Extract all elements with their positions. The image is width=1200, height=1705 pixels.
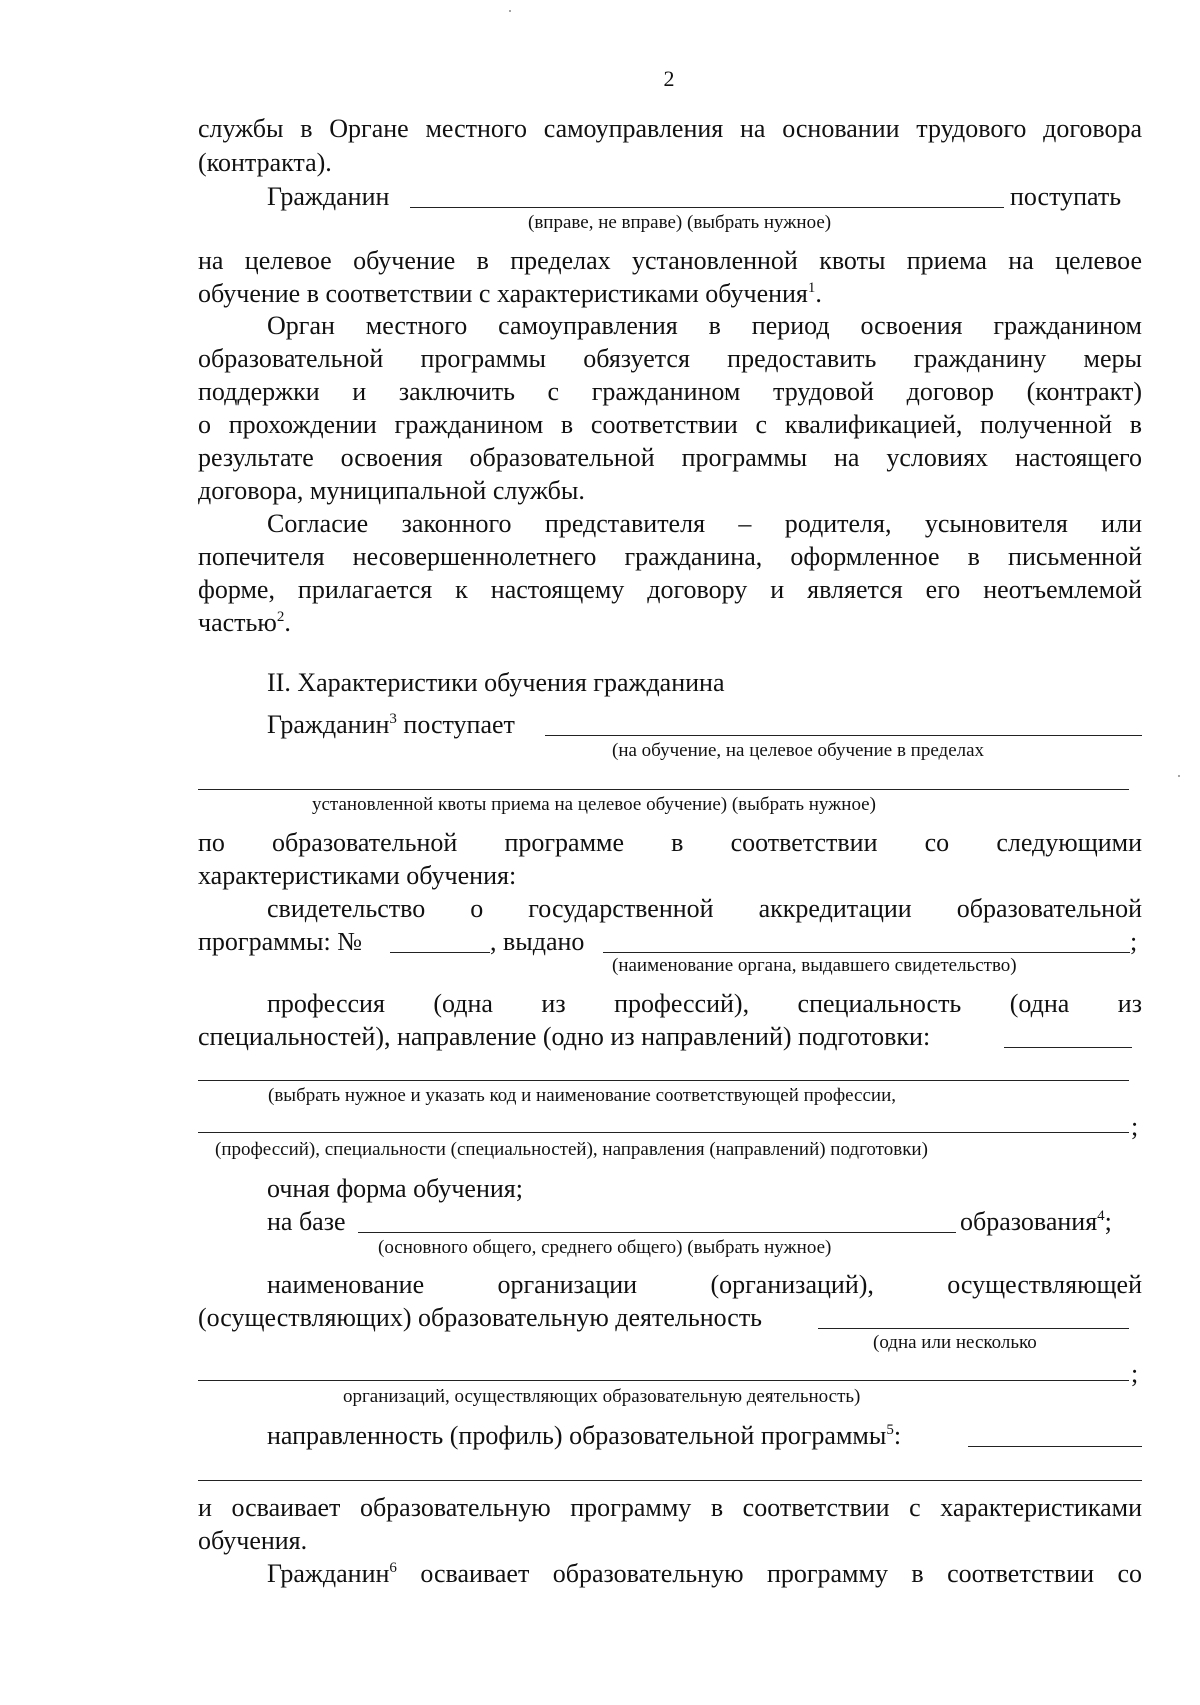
semicolon: ; xyxy=(1131,1112,1139,1141)
paragraph-line: (осуществляющих) образовательную деятельность xyxy=(198,1303,763,1332)
citizen-label: Гражданин xyxy=(267,182,390,211)
right-blank-line xyxy=(198,1080,1129,1081)
footnote-ref: 3 xyxy=(389,711,397,727)
right-caption: (наименование органа, выдавшего свидетельство) xyxy=(612,955,1017,976)
paragraph-line: (контракта). xyxy=(198,148,332,177)
enroll-label: поступать xyxy=(1010,182,1122,211)
paragraph-line xyxy=(960,1205,1112,1238)
right-blank-line xyxy=(198,1380,1129,1381)
right-blank-line xyxy=(390,952,490,953)
paragraph-line: характеристиками обучения: xyxy=(198,861,517,890)
paragraph-line: по образовательной программе в соответствии со следующими xyxy=(198,828,1142,857)
text: поступает xyxy=(396,710,515,739)
footnote-ref: 6 xyxy=(389,1560,397,1576)
paragraph-line: свидетельство о государственной аккредитации образовательной xyxy=(267,894,1142,923)
paragraph-line: программы: № xyxy=(198,927,363,956)
scan-speck xyxy=(509,10,511,12)
footnote-ref: 5 xyxy=(886,1422,894,1438)
paragraph-line: о прохождении гражданином в соответствии с квалификацией, полученной в xyxy=(198,410,1142,439)
paragraph-line: обучение в соответствии с характеристиками обучения$^1$. xyxy=(198,279,822,308)
paragraph-line: службы в Органе местного самоуправления на основании трудового договора xyxy=(198,114,1142,143)
paragraph-line: обучения. xyxy=(198,1526,308,1555)
paragraph-line: на базе xyxy=(267,1207,346,1236)
paragraph-line: попечителя несовершеннолетнего гражданина, оформленное в письменной xyxy=(198,542,1142,571)
right-caption: (одна или несколько xyxy=(873,1332,1037,1353)
paragraph-line: результате освоения образовательной программы на условиях настоящего xyxy=(198,443,1142,472)
right-caption: организаций, осуществляющих образовательную деятельность) xyxy=(343,1386,861,1407)
scan-speck xyxy=(1178,775,1180,777)
paragraph-line: образовательной программы обязуется предоставить гражданину меры xyxy=(198,344,1142,373)
right-caption: (вправе, не вправе) (выбрать нужное) xyxy=(528,212,832,233)
right-blank-line xyxy=(198,1480,1142,1481)
right-blank-line xyxy=(818,1328,1129,1329)
text: осваивает образовательную программу в соответствии со xyxy=(396,1559,1142,1588)
semicolon: ; xyxy=(1130,927,1138,956)
paragraph-line: частью$^2$. xyxy=(198,608,291,637)
text: образования xyxy=(960,1207,1098,1236)
text: обучение в соответствии с характеристиками обучения xyxy=(198,279,808,308)
paragraph-line xyxy=(267,708,515,741)
right-blank-line xyxy=(545,735,1142,736)
right-caption: установленной квоты приема на целевое обучение) (выбрать нужное) xyxy=(312,794,876,815)
paragraph-line: договора, муниципальной службы. xyxy=(198,476,585,505)
paragraph-line: и осваивает образовательную программу в соответствии с характеристиками xyxy=(198,1493,1142,1522)
text: ; xyxy=(1104,1207,1112,1236)
paragraph-line: очная форма обучения; xyxy=(267,1174,523,1203)
footnote-ref: 2 xyxy=(276,609,285,625)
right-blank-line xyxy=(198,789,1129,790)
semicolon: ; xyxy=(1131,1359,1139,1388)
paragraph-line xyxy=(267,1419,901,1452)
paragraph-line: Орган местного самоуправления в период освоения гражданином xyxy=(267,311,1142,340)
right-blank-line xyxy=(603,952,1130,953)
text: Гражданин xyxy=(267,710,390,739)
right-caption: (профессий), специальности (специальностей), направления (направлений) подготовки) xyxy=(215,1139,928,1160)
text: частью xyxy=(198,608,277,637)
paragraph-line: наименование организации (организаций), осуществляющей xyxy=(267,1270,1142,1299)
paragraph-line: профессия (одна из профессий), специальность (одна из xyxy=(267,989,1142,1018)
paragraph-line xyxy=(267,1557,1142,1590)
right-blank-line xyxy=(1004,1047,1132,1048)
right-blank-line xyxy=(198,1132,1129,1133)
right-blank-line xyxy=(410,207,1004,208)
footnote-ref: 4 xyxy=(1097,1208,1105,1224)
page-number: 2 xyxy=(663,66,675,91)
section-heading: II. Характеристики обучения гражданина xyxy=(267,668,725,697)
footnote-ref: 1 xyxy=(807,280,816,296)
right-blank-line xyxy=(968,1446,1142,1447)
paragraph-line: на целевое обучение в пределах установленной квоты приема на целевое xyxy=(198,246,1142,275)
text: Гражданин xyxy=(267,1559,390,1588)
right-blank-line xyxy=(358,1232,956,1233)
paragraph-line: форме, прилагается к настоящему договору и является его неотъемлемой xyxy=(198,575,1142,604)
paragraph-line: , выдано xyxy=(490,927,585,956)
right-caption: (на обучение, на целевое обучение в пределах xyxy=(612,740,985,761)
right-caption: (основного общего, среднего общего) (выбрать нужное) xyxy=(378,1237,832,1258)
text: направленность (профиль) образовательной программы xyxy=(267,1421,887,1450)
paragraph-line: Согласие законного представителя – родителя, усыновителя или xyxy=(267,509,1142,538)
paragraph-line: поддержки и заключить с гражданином трудовой договор (контракт) xyxy=(198,377,1142,406)
right-caption: (выбрать нужное и указать код и наименование соответствующей профессии, xyxy=(268,1085,896,1106)
text: : xyxy=(893,1421,902,1450)
paragraph-line: специальностей), направление (одно из направлений) подготовки: xyxy=(198,1022,931,1051)
